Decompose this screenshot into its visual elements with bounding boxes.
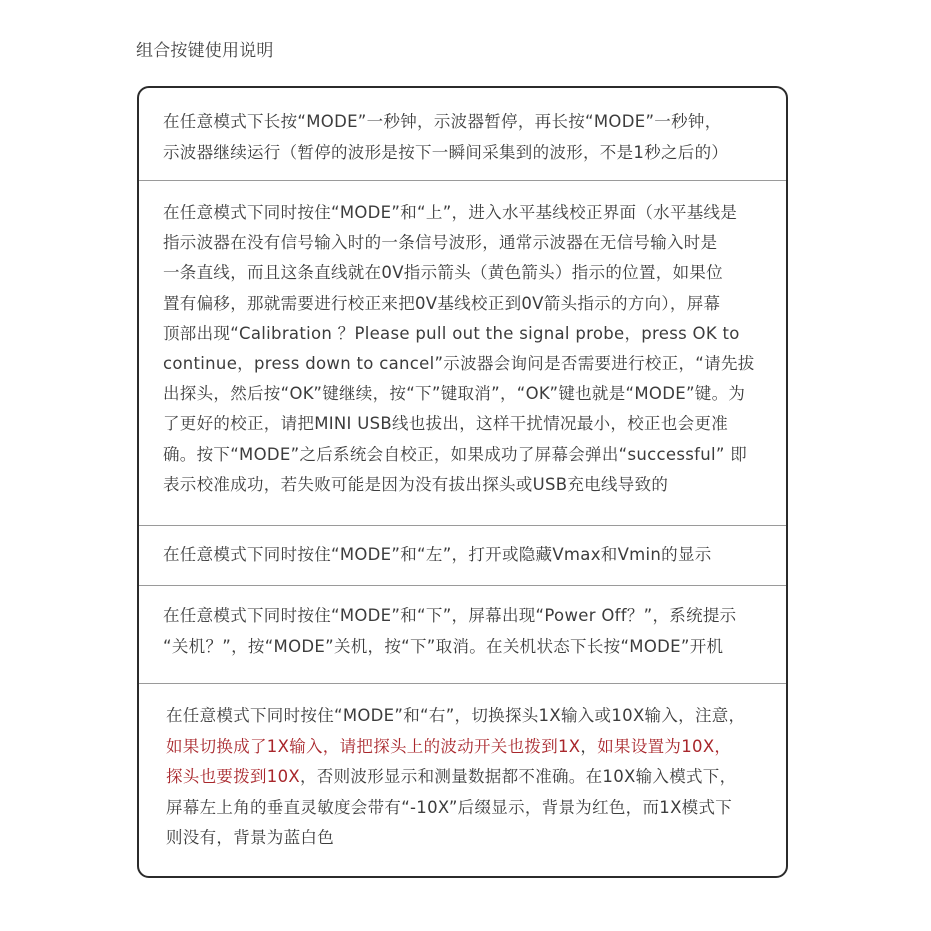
text-line: 指示波器在没有信号输入时的一条信号波形，通常示波器在无信号输入时是 [163, 233, 718, 253]
text-line: 确。按下“MODE”之后系统会自校正，如果成功了屏幕会弹出“successful” 即 [163, 444, 748, 464]
normal-text: ，否则波形显示和测量数据都不准确。在10X输入模式下， [300, 767, 737, 786]
text-line: 屏幕左上角的垂直灵敏度会带有“-10X”后缀显示，背景为红色，而1X模式下 [166, 797, 733, 817]
text-line: 示波器继续运行（暂停的波形是按下一瞬间采集到的波形，不是1秒之后的） [163, 143, 729, 162]
text-line: 在任意模式下同时按住“MODE”和“下”，屏幕出现“Power Off？”，系统提示 [163, 606, 737, 625]
divider [139, 525, 786, 526]
text-line: 顶部出现“Calibration ？Please pull out the signal probe，press OK to [163, 323, 740, 343]
section-vmax-vmin [139, 540, 786, 570]
text-line: “关机？”，按“MODE”关机，按“下”取消。在关机状态下长按“MODE”开机 [163, 636, 724, 656]
section-calibration [139, 198, 786, 500]
text-line: 了更好的校正，请把MINI USB线也拔出，这样干扰情况最小，校正也会更准 [163, 414, 729, 434]
divider [139, 683, 786, 684]
instructions-card [137, 86, 788, 878]
text-line [166, 732, 770, 763]
text-line: 在任意模式下同时按住“MODE”和“左”，打开或隐藏Vmax和Vmin的显示 [163, 545, 712, 564]
text-line: 在任意模式下长按“MODE”一秒钟，示波器暂停，再长按“MODE”一秒钟， [163, 112, 722, 131]
page-title: 组合按键使用说明 [136, 41, 274, 61]
divider [139, 585, 786, 586]
section-power-off [139, 601, 786, 662]
section-pause [139, 106, 786, 168]
warning-text: 如果切换成了1X输入，请把探头上的波动开关也拨到1X [166, 736, 581, 756]
text-line: 表示校准成功，若失败可能是因为没有拔出探头或USB充电线导致的 [163, 474, 669, 494]
text-line [166, 762, 770, 793]
warning-text: 如果设置为10X， [597, 736, 732, 756]
text-line: 出探头，然后按“OK”键继续，按“下”键取消”，“OK”键也就是“MODE”键。为 [163, 384, 746, 404]
text-line: 则没有，背景为蓝白色 [166, 828, 334, 847]
separator-text: ， [580, 736, 598, 756]
text-line: continue，press down to cancel”示波器会询问是否需要进行校正，“请先拔 [163, 354, 755, 374]
text-line: 在任意模式下同时按住“MODE”和“右”，切换探头1X输入或10X输入，注意， [166, 706, 746, 725]
warning-text: 探头也要拨到10X [166, 767, 300, 786]
section-probe-switch [139, 701, 786, 854]
text-line: 一条直线，而且这条直线就在0V指示箭头（黄色箭头）指示的位置，如果位 [163, 263, 723, 283]
text-line: 置有偏移，那就需要进行校正来把0V基线校正到0V箭头指示的方向），屏幕 [163, 293, 721, 313]
divider [139, 180, 786, 181]
text-line: 在任意模式下同时按住“MODE”和“上”，进入水平基线校正界面（水平基线是 [163, 203, 738, 222]
